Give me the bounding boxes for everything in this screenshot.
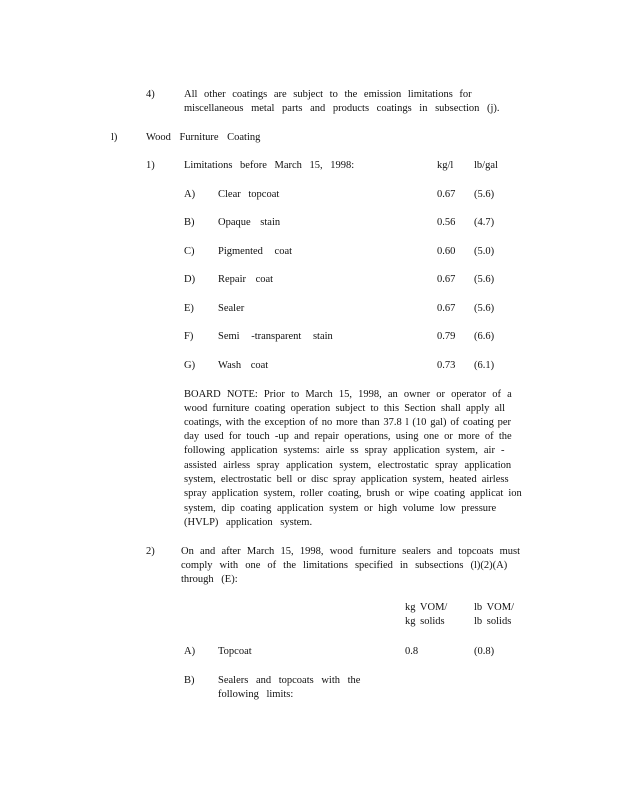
row-a-marker: A): [184, 646, 196, 657]
section-l-marker: l): [111, 132, 118, 143]
column-header-kg-vom: kg VOM/: [405, 602, 448, 613]
row-kgl: 0.79: [437, 331, 456, 342]
row-kgl: 0.73: [437, 360, 456, 371]
column-header-kg-solids: kg solids: [405, 616, 445, 627]
item-2-marker: 2): [146, 546, 155, 557]
board-note-line: BOARD NOTE: Prior to March 15, 1998, an owner or operator of a: [184, 389, 512, 400]
column-header-lb-solids: lb solids: [474, 616, 512, 627]
row-b-label-line-2: following limits:: [218, 689, 294, 700]
row-b-marker: B): [184, 675, 195, 686]
item-4-marker: 4): [146, 89, 155, 100]
item-2-line: comply with one of the limitations specified in subsections (l)(2)(A): [181, 560, 508, 571]
column-header-lb-vom: lb VOM/: [474, 602, 515, 613]
item-2-line: On and after March 15, 1998, wood furniture sealers and topcoats must: [181, 546, 521, 557]
row-a-label: Topcoat: [218, 646, 252, 657]
board-note-line: following application systems: airle ss spray application system, air -: [184, 445, 505, 456]
row-lbgal: (6.1): [474, 360, 495, 371]
row-label: Clear topcoat: [218, 189, 280, 200]
section-l-title: Wood Furniture Coating: [146, 132, 261, 143]
row-kgl: 0.67: [437, 274, 456, 285]
row-a-value-kg: 0.8: [405, 646, 419, 657]
item-1-marker: 1): [146, 160, 155, 171]
row-label: Semi -transparent stain: [218, 331, 333, 342]
row-label: Opaque stain: [218, 217, 281, 228]
board-note-line: coatings, with the exception of no more than 37.8 l (10 gal) of coating per: [184, 417, 512, 428]
row-kgl: 0.60: [437, 246, 456, 257]
row-marker: D): [184, 274, 196, 285]
row-lbgal: (5.6): [474, 189, 495, 200]
item-4-line-1: All other coatings are subject to the emission limitations for: [184, 89, 472, 100]
board-note-line: wood furniture coating operation subject to this Section shall apply all: [184, 403, 506, 414]
row-kgl: 0.67: [437, 303, 456, 314]
row-marker: E): [184, 303, 194, 314]
board-note-line: system, dip coating application system or high volume low pressure: [184, 503, 497, 514]
row-marker: F): [184, 331, 194, 342]
item-2-line: through (E):: [181, 574, 238, 585]
row-marker: G): [184, 360, 196, 371]
row-marker: C): [184, 246, 195, 257]
column-header-kgl: kg/l: [437, 160, 454, 171]
row-a-value-lb: (0.8): [474, 646, 495, 657]
row-lbgal: (5.6): [474, 303, 495, 314]
row-label: Sealer: [218, 303, 245, 314]
column-header-lbgal: lb/gal: [474, 160, 498, 171]
item-4-line-2: miscellaneous metal parts and products coatings in subsection (j).: [184, 103, 500, 114]
row-marker: A): [184, 189, 196, 200]
board-note-line: assisted airless spray application system, electrostatic spray application: [184, 460, 512, 471]
board-note-line: spray application system, roller coating, brush or wipe coating applicat ion: [184, 488, 522, 499]
row-label: Repair coat: [218, 274, 274, 285]
row-label: Wash coat: [218, 360, 269, 371]
row-b-label-line-1: Sealers and topcoats with the: [218, 675, 361, 686]
row-lbgal: (5.6): [474, 274, 495, 285]
row-marker: B): [184, 217, 195, 228]
row-lbgal: (4.7): [474, 217, 495, 228]
row-lbgal: (6.6): [474, 331, 495, 342]
board-note-line: (HVLP) application system.: [184, 517, 313, 528]
board-note-line: system, electrostatic bell or disc spray application system, heated airless: [184, 474, 509, 485]
item-1-heading: Limitations before March 15, 1998:: [184, 160, 355, 171]
row-kgl: 0.67: [437, 189, 456, 200]
row-label: Pigmented coat: [218, 246, 293, 257]
row-lbgal: (5.0): [474, 246, 495, 257]
board-note-line: day used for touch -up and repair operations, using one or more of the: [184, 431, 512, 442]
row-kgl: 0.56: [437, 217, 456, 228]
